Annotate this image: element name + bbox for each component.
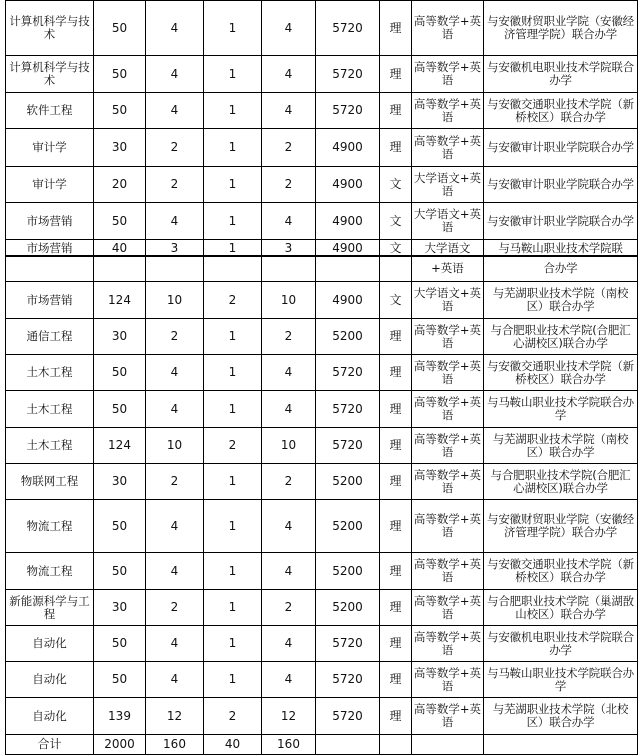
exam-subjects-cell: 高等数学+英语 [412,129,484,167]
table-row [6,626,638,662]
category-cell: 理 [380,698,412,735]
plan-count-cell: 30 [94,464,146,500]
table-row [6,391,638,428]
category-cell: 文 [380,203,412,240]
tuition-cell [316,256,380,282]
category-cell: 理 [380,56,412,93]
exam-subjects-cell: 高等数学+英语 [412,428,484,464]
table-row [6,240,638,257]
major-cell: 自动化 [6,662,94,698]
category-cell: 文 [380,240,412,257]
table-row [6,428,638,464]
plan-count-cell: 50 [94,553,146,590]
partner-school-cell: 与芜湖职业技术学院（北校区）联合办学 [484,698,638,735]
major-cell: 物流工程 [6,553,94,590]
count-b-cell: 1 [204,56,262,93]
tuition-cell: 5720 [316,355,380,391]
count-b-cell: 1 [204,319,262,355]
partner-school-cell: 与马鞍山职业技术学院联 [484,240,638,257]
category-cell: 文 [380,282,412,319]
table-row [6,319,638,355]
count-c-cell: 2 [262,464,316,500]
count-a-cell: 4 [146,391,204,428]
plan-count-cell: 30 [94,319,146,355]
exam-subjects-cell: 高等数学+英语 [412,93,484,129]
category-cell: 理 [380,391,412,428]
count-c-cell: 4 [262,355,316,391]
count-a-cell: 4 [146,56,204,93]
count-a-cell: 2 [146,464,204,500]
plan-count-cell: 50 [94,626,146,662]
count-c-cell: 4 [262,56,316,93]
count-a-cell: 4 [146,626,204,662]
table-row [6,464,638,500]
plan-count-cell: 50 [94,500,146,553]
exam-subjects-cell: 高等数学+英语 [412,391,484,428]
table-row [6,129,638,167]
count-b-cell: 1 [204,167,262,203]
count-b-cell: 1 [204,464,262,500]
exam-subjects-cell: 高等数学+英语 [412,590,484,626]
category-cell: 理 [380,129,412,167]
tuition-cell: 5200 [316,553,380,590]
total-label: 合计 [6,735,94,755]
major-cell: 计算机科学与技术 [6,1,94,56]
major-cell: 市场营销 [6,282,94,319]
table-row [6,167,638,203]
plan-count-cell [94,256,146,282]
category-cell: 文 [380,167,412,203]
count-c-cell: 4 [262,391,316,428]
total-count-a: 160 [146,735,204,755]
exam-subjects-cell: 高等数学+英语 [412,698,484,735]
exam-subjects-cell: 高等数学+英语 [412,626,484,662]
partner-school-cell: 与合肥职业技术学院(合肥汇心湖校区)联合办学 [484,464,638,500]
table-row [6,698,638,735]
count-a-cell: 2 [146,167,204,203]
table-row [6,1,638,56]
table-row [6,553,638,590]
category-cell: 理 [380,319,412,355]
tuition-cell: 4900 [316,167,380,203]
major-cell: 土木工程 [6,428,94,464]
count-b-cell: 1 [204,93,262,129]
exam-subjects-cell: 高等数学+英语 [412,1,484,56]
total-count-b: 40 [204,735,262,755]
table-row [6,590,638,626]
major-cell: 物流工程 [6,500,94,553]
table-row [6,662,638,698]
major-cell [6,256,94,282]
tuition-cell: 5720 [316,698,380,735]
plan-count-cell: 50 [94,56,146,93]
tuition-cell: 5720 [316,93,380,129]
partner-school-cell: 与安徽审计职业学院联合办学 [484,203,638,240]
count-a-cell: 2 [146,590,204,626]
major-cell: 计算机科学与技术 [6,56,94,93]
partner-school-cell: 与安徽审计职业学院联合办学 [484,167,638,203]
table-row [6,355,638,391]
count-b-cell: 2 [204,282,262,319]
count-a-cell: 10 [146,428,204,464]
exam-subjects-cell: 高等数学+英语 [412,355,484,391]
tuition-cell: 4900 [316,129,380,167]
plan-count-cell: 139 [94,698,146,735]
partner-school-cell: 与芜湖职业技术学院（南校区）联合办学 [484,282,638,319]
partner-school-cell: 与合肥职业技术学院（巢湖敔山校区）联合办学 [484,590,638,626]
exam-subjects-cell: 高等数学+英语 [412,464,484,500]
count-b-cell: 1 [204,590,262,626]
table-row [6,203,638,240]
partner-school-cell: 与合肥职业技术学院(合肥汇心湖校区)联合办学 [484,319,638,355]
partner-school-cell: 与马鞍山职业技术学院联合办学 [484,391,638,428]
table-row [6,282,638,319]
major-cell: 土木工程 [6,355,94,391]
count-c-cell: 10 [262,282,316,319]
count-b-cell: 1 [204,355,262,391]
major-cell: 自动化 [6,626,94,662]
category-cell: 理 [380,464,412,500]
exam-subjects-cell: 高等数学+英语 [412,56,484,93]
tuition-cell: 5720 [316,391,380,428]
exam-subjects-cell: 高等数学+英语 [412,319,484,355]
count-b-cell: 1 [204,240,262,257]
partner-school-cell: 与安徽财贸职业学院（安徽经济管理学院）联合办学 [484,500,638,553]
category-cell: 理 [380,553,412,590]
plan-count-cell: 50 [94,662,146,698]
count-c-cell: 2 [262,319,316,355]
count-b-cell: 2 [204,428,262,464]
count-a-cell: 10 [146,282,204,319]
table-row [6,56,638,93]
exam-subjects-cell: 大学语文+英语 [412,203,484,240]
count-c-cell: 2 [262,167,316,203]
plan-count-cell: 50 [94,391,146,428]
tuition-cell: 4900 [316,282,380,319]
count-a-cell: 4 [146,500,204,553]
table-row [6,500,638,553]
major-cell: 审计学 [6,167,94,203]
partner-school-cell: 与安徽机电职业技术学院联合办学 [484,626,638,662]
plan-table-part-1 [5,0,638,257]
partner-school-cell: 与安徽交通职业技术学院（新桥校区）联合办学 [484,553,638,590]
exam-subjects-cell: 大学语文 [412,240,484,257]
tuition-cell: 5200 [316,464,380,500]
exam-subjects-cell: 高等数学+英语 [412,500,484,553]
partner-school-cell: 与安徽审计职业学院联合办学 [484,129,638,167]
count-a-cell: 4 [146,1,204,56]
plan-count-cell: 50 [94,355,146,391]
count-b-cell: 1 [204,662,262,698]
count-a-cell: 2 [146,319,204,355]
count-c-cell: 2 [262,590,316,626]
category-cell: 理 [380,626,412,662]
exam-subjects-cell: +英语 [412,256,484,282]
plan-count-cell: 50 [94,1,146,56]
exam-subjects-cell: 高等数学+英语 [412,662,484,698]
major-cell: 通信工程 [6,319,94,355]
category-cell: 理 [380,662,412,698]
total-plan: 2000 [94,735,146,755]
tuition-cell: 4900 [316,240,380,257]
tuition-cell: 5720 [316,626,380,662]
tuition-cell: 5200 [316,500,380,553]
count-c-cell: 4 [262,662,316,698]
count-a-cell: 12 [146,698,204,735]
category-cell: 理 [380,590,412,626]
count-a-cell: 4 [146,203,204,240]
category-cell: 理 [380,93,412,129]
tuition-cell: 5720 [316,428,380,464]
plan-count-cell: 40 [94,240,146,257]
exam-subjects-cell: 大学语文+英语 [412,282,484,319]
count-a-cell: 4 [146,355,204,391]
major-cell: 自动化 [6,698,94,735]
count-c-cell: 4 [262,93,316,129]
exam-subjects-cell: 大学语文+英语 [412,167,484,203]
tuition-cell: 4900 [316,203,380,240]
partner-school-cell: 与安徽财贸职业学院（安徽经济管理学院）联合办学 [484,1,638,56]
exam-subjects-cell: 高等数学+英语 [412,553,484,590]
major-cell: 土木工程 [6,391,94,428]
partner-school-cell: 与安徽交通职业技术学院（新桥校区）联合办学 [484,93,638,129]
tuition-cell: 5720 [316,662,380,698]
count-a-cell: 4 [146,553,204,590]
partner-school-cell: 与安徽机电职业技术学院联合办学 [484,56,638,93]
count-c-cell: 10 [262,428,316,464]
count-c-cell: 4 [262,1,316,56]
partner-school-cell: 合办学 [484,256,638,282]
count-b-cell: 1 [204,626,262,662]
count-c-cell [262,256,316,282]
total-count-c: 160 [262,735,316,755]
partner-school-cell: 与马鞍山职业技术学院联合办学 [484,662,638,698]
count-b-cell: 2 [204,698,262,735]
count-b-cell: 1 [204,1,262,56]
plan-count-cell: 124 [94,428,146,464]
count-c-cell: 2 [262,129,316,167]
major-cell: 物联网工程 [6,464,94,500]
count-c-cell: 12 [262,698,316,735]
major-cell: 软件工程 [6,93,94,129]
plan-count-cell: 50 [94,93,146,129]
table-row [6,93,638,129]
plan-count-cell: 50 [94,203,146,240]
plan-count-cell: 30 [94,129,146,167]
partner-school-cell: 与芜湖职业技术学院（南校区）联合办学 [484,428,638,464]
count-b-cell: 1 [204,129,262,167]
count-c-cell: 4 [262,203,316,240]
count-b-cell: 1 [204,500,262,553]
plan-table-part-2 [5,255,638,755]
count-a-cell: 4 [146,662,204,698]
tuition-cell: 5200 [316,319,380,355]
major-cell: 新能源科学与工程 [6,590,94,626]
major-cell: 审计学 [6,129,94,167]
count-a-cell: 2 [146,129,204,167]
count-c-cell: 3 [262,240,316,257]
partner-school-cell: 与安徽交通职业技术学院（新桥校区）联合办学 [484,355,638,391]
count-b-cell [204,256,262,282]
count-a-cell [146,256,204,282]
tuition-cell: 5720 [316,56,380,93]
category-cell [380,256,412,282]
major-cell: 市场营销 [6,203,94,240]
major-cell: 市场营销 [6,240,94,257]
count-b-cell: 1 [204,391,262,428]
count-b-cell: 1 [204,553,262,590]
tuition-cell: 5720 [316,1,380,56]
tuition-cell: 5200 [316,590,380,626]
category-cell: 理 [380,1,412,56]
count-c-cell: 4 [262,553,316,590]
category-cell: 理 [380,355,412,391]
category-cell: 理 [380,428,412,464]
table-row [6,256,638,282]
plan-count-cell: 20 [94,167,146,203]
count-a-cell: 3 [146,240,204,257]
count-c-cell: 4 [262,500,316,553]
plan-count-cell: 30 [94,590,146,626]
count-c-cell: 4 [262,626,316,662]
plan-count-cell: 124 [94,282,146,319]
count-a-cell: 4 [146,93,204,129]
category-cell: 理 [380,500,412,553]
count-b-cell: 1 [204,203,262,240]
